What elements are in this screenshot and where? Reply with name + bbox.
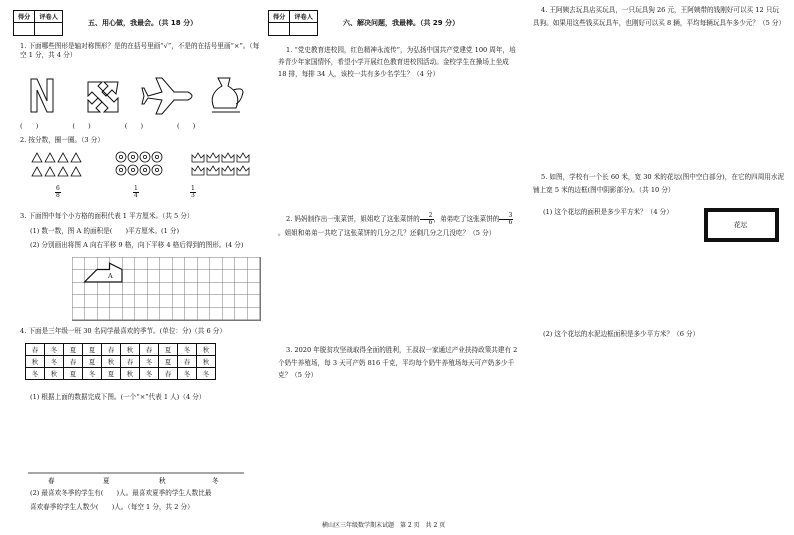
season-cell: 冬 [178,368,197,380]
season-cell: 春 [121,356,140,368]
q3-sub2: (2) 分别画出将图 A 向右平移 9 格，向下平移 4 格后得到的图形。(4 分) [30,241,244,249]
season-cell: 冬 [140,368,159,380]
season-cell: 夏 [159,344,178,356]
vase-shape [212,78,243,112]
season-cell: 春 [159,368,178,380]
crown-group [192,153,249,175]
airplane-shape [142,78,192,114]
season-cell: 秋 [121,344,140,356]
q1-blank-2[interactable]: ( ) [72,122,91,130]
grader-cell [290,23,318,36]
season-cell: 秋 [26,356,45,368]
score-cell [269,23,290,36]
mid-q3-text: 3. 2020 年脱贫攻坚战取得全面的胜利，王叔叔一家通过产业扶持政策共建有 2 个奶牛养殖场，每 3 天可产奶 816 千克，平均每个奶牛养殖场每天可产奶多少千克？（5 分） [278,346,518,379]
flower-group [116,152,162,175]
score-table-left [13,10,63,36]
season-cell: 冬 [178,344,197,356]
season-row [26,356,216,368]
q4-sub2-line1: (2) 最喜欢冬季的学生有( )人。最喜欢夏季的学生人数比最 [30,489,212,497]
season-table [25,343,216,380]
score-header: 得分 [269,11,290,23]
fraction-one-quarter: $\frac{1}{4}$ [134,185,138,199]
season-cell: 夏 [64,368,83,380]
flowerbed-label: 花坛 [734,221,748,229]
axis-label-spring: 春 [48,477,55,485]
season-cell: 夏 [64,344,83,356]
season-cell: 冬 [26,368,45,380]
q1-blank-3[interactable]: ( ) [124,122,144,130]
letter-n-shape [31,79,53,112]
season-row [26,344,216,356]
season-cell: 夏 [159,356,178,368]
shape-a-label: A [108,272,113,280]
q4-sub2-line2: 喜欢春季的学生人数少( )人。（每空 1 分，共 2 分） [30,503,194,511]
double-arrow-shape [88,82,118,112]
triangle-group [32,153,81,176]
season-axis [26,470,248,486]
mid-q2-text: 2. 妈妈制作出一张菜饼，姐姐吃了这张菜饼的 $\frac{2}{6}$ ，弟弟吃了这张菜饼的 $\frac{3}{6}$ 。姐姐和弟弟一共吃了这张菜饼的几分之几？还剩几分之几没吃？（5 分） [278,211,513,237]
axis-label-winter: 冬 [212,477,219,485]
season-cell: 春 [64,356,83,368]
fraction-three-sixths: $\frac{3}{6}$ [499,213,513,226]
q1-blanks [20,122,195,131]
season-cell: 冬 [83,368,102,380]
score-table-middle [268,10,318,36]
grader-cell [35,23,63,36]
grader-header: 评卷人 [35,11,63,23]
season-cell: 冬 [45,344,64,356]
season-cell: 秋 [45,368,64,380]
q4-text: 4. 下面是三年级一班 30 名同学最喜欢的季节。(单位：分)（共 6 分） [20,327,226,335]
season-cell: 春 [26,344,45,356]
grader-header: 评卷人 [290,11,318,23]
fraction-six-eighths: $\frac{6}{8}$ [56,185,60,199]
fraction-two-sixths: $\frac{2}{6}$ [420,213,434,226]
right-q5-text: 5. 如图，学校有一个长 60 米，宽 30 米的花坛(图中空白部分)，在它的四周用水泥铺上宽 5 米的边框(图中阴影部分)。（共 10 分） [533,173,785,194]
season-cell: 夏 [83,356,102,368]
fraction-one-third: $\frac{1}{3}$ [191,185,195,199]
season-cell: 夏 [102,368,121,380]
q4-sub1: (1) 根据上面的数据完成下图。(一个“×”代表 1 人)（4 分） [30,393,206,401]
season-cell: 冬 [140,356,159,368]
season-cell: 冬 [197,368,216,380]
mid-q1-text: 1. “党史教育进校园，红色精神永流传”，为弘扬中国共产党建党 100 周年，培养青少年家国情怀，希望小学开展红色教育进校园活动。金校学生在操场上坐成 18 排，每排 34 人，该校一共有多少名学生？（4 分） [278,46,516,78]
q1-text: 1. 下面哪些图形是轴对称图形？是的在括号里画“√”，不是的在括号里画“×”。（每空 1 分，共 4 分） [20,42,260,59]
symmetry-shapes [28,74,258,116]
score-header: 得分 [14,11,35,23]
season-cell: 秋 [197,356,216,368]
score-cell [14,23,35,36]
section-title-five: 五、用心做，我最会。（共 18 分） [88,19,198,27]
q1-blank-1[interactable]: ( ) [20,122,39,130]
season-cell: 春 [102,344,121,356]
season-cell: 春 [178,356,197,368]
season-cell: 秋 [121,368,140,380]
right-q4-text: 4. 王阿姨去玩具店买玩具，一只玩具狗 26 元，王阿姨带的钱刚好可以买 12 只玩具狗。如果用这些钱买玩具车，也刚好可以买 8 辆，平均每辆玩具车多少元？（5 分） [533,6,786,27]
season-cell: 春 [140,344,159,356]
section-title-six: 六、解决问题，我最棒。（共 29 分） [343,19,460,27]
season-cell: 夏 [83,344,102,356]
q3-sub1: (1) 数一数，图 A 的面积是( )平方厘米。(1 分) [30,227,180,235]
axis-label-autumn: 秋 [159,477,166,485]
right-q5-sub1: (1) 这个花坛的面积是多少平方米？（4 分） [543,208,673,216]
flowerbed-border [704,208,779,242]
flowerbed-inner [708,212,775,238]
season-cell: 秋 [197,344,216,356]
q2-text: 2. 按分数，圈一圈。（3 分） [20,136,104,144]
axis-label-summer: 夏 [103,477,110,485]
season-cell: 秋 [102,356,121,368]
page-footer: 横山区三年级数学期末试题 第 2 页 共 2 页 [322,522,446,529]
q1-blank-4[interactable]: ( ) [177,122,196,130]
right-q5-sub2: (2) 这个花坛的水泥边框面积是多少平方米？（6 分） [543,330,700,338]
q2-groups [30,150,250,184]
shape-a-figure [72,257,262,321]
season-row [26,368,216,380]
q3-text: 3. 下面图中每个小方格的面积代表 1 平方厘米。（共 5 分） [20,212,194,220]
season-cell: 冬 [45,356,64,368]
